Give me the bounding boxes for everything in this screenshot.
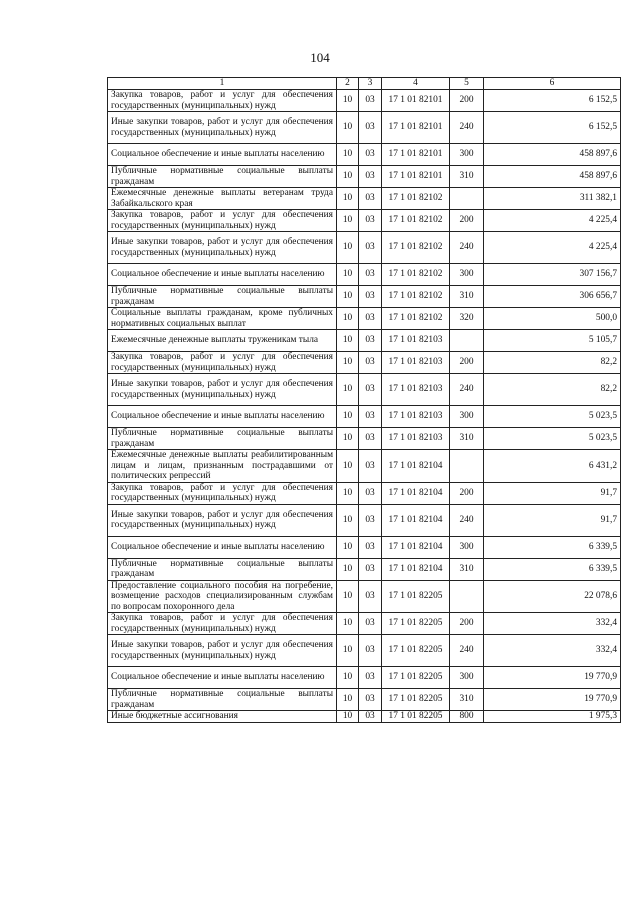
cell-section: 10 (337, 286, 359, 308)
table-row (108, 352, 621, 374)
cell-expense-type (450, 580, 484, 613)
cell-expense-type: 240 (450, 635, 484, 667)
table-row (108, 504, 621, 536)
table-row (108, 232, 621, 264)
cell-target-code: 17 1 01 82104 (382, 536, 450, 558)
page-number: 104 (310, 50, 330, 65)
cell-amount: 500,0 (484, 308, 621, 330)
cell-subsection: 03 (359, 635, 382, 667)
cell-expense-type: 240 (450, 504, 484, 536)
cell-section: 10 (337, 264, 359, 286)
cell-subsection: 03 (359, 558, 382, 580)
cell-target-code: 17 1 01 82205 (382, 613, 450, 635)
cell-section: 10 (337, 144, 359, 166)
table-row (108, 689, 621, 711)
table-row (108, 144, 621, 166)
cell-section: 10 (337, 428, 359, 450)
cell-subsection: 03 (359, 374, 382, 406)
cell-expense-type: 310 (450, 286, 484, 308)
cell-section: 10 (337, 352, 359, 374)
header-col-2: 2 (337, 78, 359, 90)
cell-name: Социальные выплаты гражданам, кроме публичных нормативных социальных выплат (108, 308, 337, 330)
cell-subsection: 03 (359, 580, 382, 613)
cell-section: 10 (337, 406, 359, 428)
cell-expense-type: 200 (450, 210, 484, 232)
cell-section: 10 (337, 330, 359, 352)
cell-section: 10 (337, 112, 359, 144)
cell-name: Закупка товаров, работ и услуг для обеспечения государственных (муниципальных) нужд (108, 482, 337, 504)
cell-subsection: 03 (359, 144, 382, 166)
cell-section: 10 (337, 374, 359, 406)
cell-target-code: 17 1 01 82103 (382, 406, 450, 428)
cell-name: Иные закупки товаров, работ и услуг для обеспечения государственных (муниципальных) нужд (108, 635, 337, 667)
cell-expense-type: 240 (450, 374, 484, 406)
cell-subsection: 03 (359, 286, 382, 308)
table-row (108, 580, 621, 613)
cell-subsection: 03 (359, 711, 382, 723)
cell-subsection: 03 (359, 330, 382, 352)
cell-section: 10 (337, 90, 359, 112)
cell-name: Иные закупки товаров, работ и услуг для обеспечения государственных (муниципальных) нужд (108, 232, 337, 264)
cell-target-code: 17 1 01 82102 (382, 264, 450, 286)
cell-name: Публичные нормативные социальные выплаты гражданам (108, 286, 337, 308)
cell-target-code: 17 1 01 82102 (382, 232, 450, 264)
table-row (108, 166, 621, 188)
cell-amount: 6 152,5 (484, 112, 621, 144)
cell-name: Социальное обеспечение и иные выплаты населению (108, 406, 337, 428)
table-row (108, 90, 621, 112)
cell-target-code: 17 1 01 82103 (382, 330, 450, 352)
cell-target-code: 17 1 01 82102 (382, 188, 450, 210)
cell-amount: 91,7 (484, 482, 621, 504)
cell-amount: 306 656,7 (484, 286, 621, 308)
cell-subsection: 03 (359, 188, 382, 210)
cell-amount: 6 339,5 (484, 536, 621, 558)
table-row (108, 482, 621, 504)
cell-subsection: 03 (359, 536, 382, 558)
cell-amount: 19 770,9 (484, 689, 621, 711)
cell-target-code: 17 1 01 82104 (382, 482, 450, 504)
cell-expense-type: 310 (450, 166, 484, 188)
cell-section: 10 (337, 482, 359, 504)
cell-target-code: 17 1 01 82103 (382, 428, 450, 450)
cell-expense-type: 300 (450, 144, 484, 166)
table-row (108, 635, 621, 667)
cell-name: Закупка товаров, работ и услуг для обеспечения государственных (муниципальных) нужд (108, 210, 337, 232)
cell-name: Социальное обеспечение и иные выплаты населению (108, 264, 337, 286)
cell-section: 10 (337, 308, 359, 330)
cell-section: 10 (337, 580, 359, 613)
cell-target-code: 17 1 01 82205 (382, 635, 450, 667)
cell-expense-type: 310 (450, 428, 484, 450)
cell-name: Социальное обеспечение и иные выплаты населению (108, 144, 337, 166)
cell-subsection: 03 (359, 613, 382, 635)
cell-expense-type: 320 (450, 308, 484, 330)
table-row (108, 264, 621, 286)
table-row (108, 613, 621, 635)
cell-subsection: 03 (359, 482, 382, 504)
cell-expense-type: 300 (450, 667, 484, 689)
cell-amount: 5 023,5 (484, 406, 621, 428)
cell-name: Ежемесячные денежные выплаты ветеранам труда Забайкальского края (108, 188, 337, 210)
cell-expense-type: 300 (450, 536, 484, 558)
cell-amount: 4 225,4 (484, 232, 621, 264)
cell-target-code: 17 1 01 82104 (382, 450, 450, 483)
cell-amount: 332,4 (484, 613, 621, 635)
table-row (108, 112, 621, 144)
cell-amount: 311 382,1 (484, 188, 621, 210)
budget-table (107, 77, 621, 723)
cell-name: Публичные нормативные социальные выплаты гражданам (108, 428, 337, 450)
cell-expense-type (450, 450, 484, 483)
cell-section: 10 (337, 536, 359, 558)
cell-subsection: 03 (359, 308, 382, 330)
cell-expense-type (450, 330, 484, 352)
cell-name: Закупка товаров, работ и услуг для обеспечения государственных (муниципальных) нужд (108, 352, 337, 374)
cell-amount: 458 897,6 (484, 144, 621, 166)
cell-expense-type: 310 (450, 689, 484, 711)
cell-target-code: 17 1 01 82205 (382, 667, 450, 689)
cell-section: 10 (337, 613, 359, 635)
cell-target-code: 17 1 01 82205 (382, 711, 450, 723)
cell-expense-type: 240 (450, 232, 484, 264)
cell-name: Закупка товаров, работ и услуг для обеспечения государственных (муниципальных) нужд (108, 613, 337, 635)
cell-amount: 5 105,7 (484, 330, 621, 352)
header-col-5: 5 (450, 78, 484, 90)
table-row (108, 536, 621, 558)
cell-target-code: 17 1 01 82102 (382, 286, 450, 308)
cell-subsection: 03 (359, 689, 382, 711)
cell-name: Социальное обеспечение и иные выплаты населению (108, 536, 337, 558)
cell-section: 10 (337, 504, 359, 536)
table-row (108, 374, 621, 406)
cell-expense-type: 200 (450, 613, 484, 635)
cell-amount: 5 023,5 (484, 428, 621, 450)
cell-expense-type: 200 (450, 482, 484, 504)
table-row (108, 210, 621, 232)
cell-target-code: 17 1 01 82205 (382, 580, 450, 613)
cell-section: 10 (337, 711, 359, 723)
cell-subsection: 03 (359, 210, 382, 232)
cell-amount: 19 770,9 (484, 667, 621, 689)
cell-name: Закупка товаров, работ и услуг для обеспечения государственных (муниципальных) нужд (108, 90, 337, 112)
cell-amount: 307 156,7 (484, 264, 621, 286)
cell-expense-type: 800 (450, 711, 484, 723)
cell-subsection: 03 (359, 90, 382, 112)
cell-section: 10 (337, 232, 359, 264)
cell-target-code: 17 1 01 82101 (382, 144, 450, 166)
cell-section: 10 (337, 210, 359, 232)
cell-name: Иные закупки товаров, работ и услуг для обеспечения государственных (муниципальных) нужд (108, 504, 337, 536)
cell-name: Публичные нормативные социальные выплаты гражданам (108, 166, 337, 188)
cell-expense-type: 200 (450, 90, 484, 112)
table-row (108, 711, 621, 723)
cell-target-code: 17 1 01 82205 (382, 689, 450, 711)
cell-name: Иные бюджетные ассигнования (108, 711, 337, 723)
cell-name: Иные закупки товаров, работ и услуг для обеспечения государственных (муниципальных) нужд (108, 374, 337, 406)
cell-subsection: 03 (359, 406, 382, 428)
cell-expense-type: 300 (450, 406, 484, 428)
cell-subsection: 03 (359, 264, 382, 286)
cell-amount: 6 152,5 (484, 90, 621, 112)
cell-section: 10 (337, 689, 359, 711)
cell-name: Ежемесячные денежные выплаты труженикам тыла (108, 330, 337, 352)
cell-expense-type: 200 (450, 352, 484, 374)
table-row (108, 406, 621, 428)
cell-subsection: 03 (359, 166, 382, 188)
cell-expense-type (450, 188, 484, 210)
table-row (108, 558, 621, 580)
cell-target-code: 17 1 01 82104 (382, 504, 450, 536)
cell-target-code: 17 1 01 82103 (382, 374, 450, 406)
cell-amount: 458 897,6 (484, 166, 621, 188)
header-col-6: 6 (484, 78, 621, 90)
cell-amount: 22 078,6 (484, 580, 621, 613)
cell-name: Социальное обеспечение и иные выплаты населению (108, 667, 337, 689)
cell-section: 10 (337, 188, 359, 210)
cell-amount: 82,2 (484, 374, 621, 406)
cell-target-code: 17 1 01 82102 (382, 308, 450, 330)
header-col-1: 1 (108, 78, 337, 90)
cell-section: 10 (337, 558, 359, 580)
cell-section: 10 (337, 635, 359, 667)
cell-amount: 91,7 (484, 504, 621, 536)
cell-section: 10 (337, 667, 359, 689)
table-row (108, 286, 621, 308)
cell-amount: 6 431,2 (484, 450, 621, 483)
cell-expense-type: 310 (450, 558, 484, 580)
table-row (108, 428, 621, 450)
table-row (108, 450, 621, 483)
cell-amount: 6 339,5 (484, 558, 621, 580)
cell-target-code: 17 1 01 82102 (382, 210, 450, 232)
cell-subsection: 03 (359, 450, 382, 483)
cell-target-code: 17 1 01 82103 (382, 352, 450, 374)
cell-section: 10 (337, 450, 359, 483)
cell-name: Публичные нормативные социальные выплаты гражданам (108, 689, 337, 711)
cell-expense-type: 300 (450, 264, 484, 286)
cell-subsection: 03 (359, 232, 382, 264)
cell-subsection: 03 (359, 428, 382, 450)
table-header-row (108, 78, 621, 90)
cell-subsection: 03 (359, 112, 382, 144)
cell-subsection: 03 (359, 352, 382, 374)
cell-subsection: 03 (359, 504, 382, 536)
cell-expense-type: 240 (450, 112, 484, 144)
header-col-3: 3 (359, 78, 382, 90)
header-col-4: 4 (382, 78, 450, 90)
cell-target-code: 17 1 01 82101 (382, 166, 450, 188)
cell-target-code: 17 1 01 82101 (382, 90, 450, 112)
cell-amount: 82,2 (484, 352, 621, 374)
cell-name: Ежемесячные денежные выплаты реабилитированным лицам и лицам, признанным пострадавшими от политических репрессий (108, 450, 337, 483)
cell-amount: 4 225,4 (484, 210, 621, 232)
cell-name: Предоставление социального пособия на погребение, возмещение расходов специализированным службам по вопросам похоронного дела (108, 580, 337, 613)
cell-target-code: 17 1 01 82104 (382, 558, 450, 580)
cell-section: 10 (337, 166, 359, 188)
cell-amount: 1 975,3 (484, 711, 621, 723)
cell-subsection: 03 (359, 667, 382, 689)
table-row (108, 188, 621, 210)
table-row (108, 308, 621, 330)
cell-name: Публичные нормативные социальные выплаты гражданам (108, 558, 337, 580)
table-row (108, 330, 621, 352)
cell-target-code: 17 1 01 82101 (382, 112, 450, 144)
table-row (108, 667, 621, 689)
cell-amount: 332,4 (484, 635, 621, 667)
cell-name: Иные закупки товаров, работ и услуг для обеспечения государственных (муниципальных) нужд (108, 112, 337, 144)
